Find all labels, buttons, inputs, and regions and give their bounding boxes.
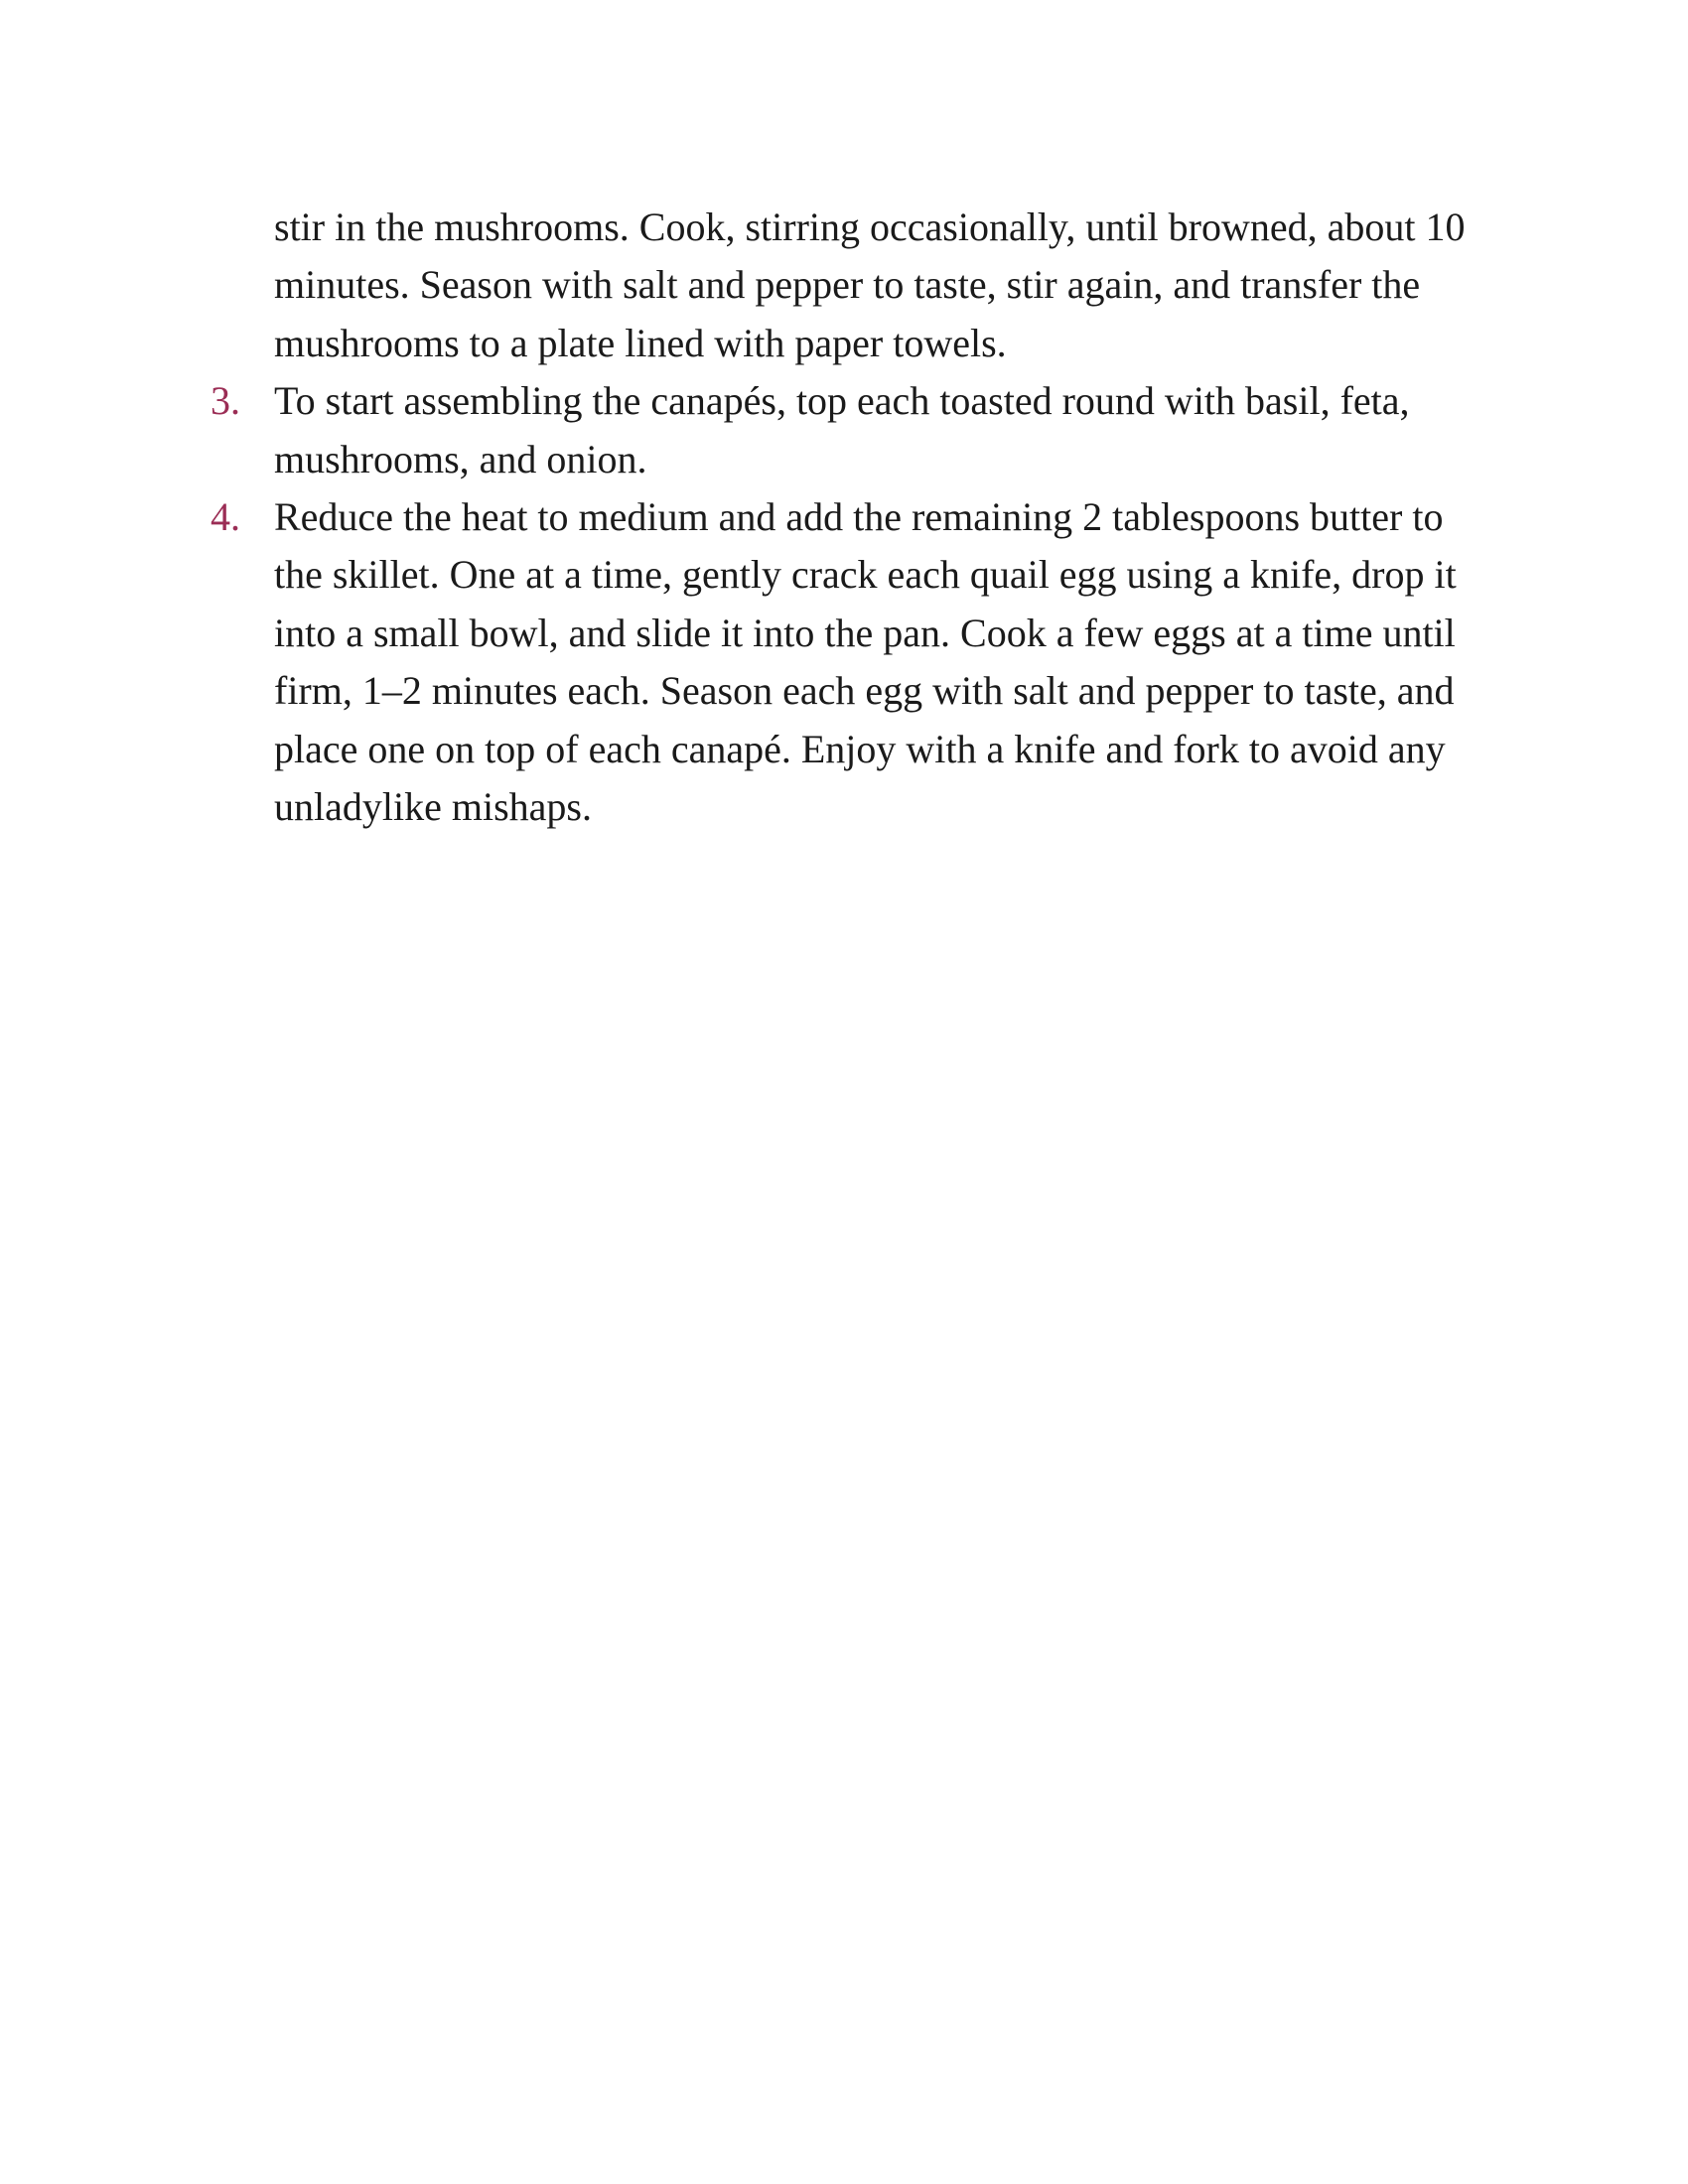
recipe-step-3 (211, 372, 1495, 488)
recipe-step-continued (274, 199, 1495, 372)
recipe-steps-list (211, 199, 1495, 836)
recipe-step-4 (211, 488, 1495, 836)
step-number: 3. (211, 378, 240, 424)
step-text: To start assembling the canapés, top each toasted round with basil, feta, mushrooms, and onion. (274, 378, 1410, 481)
step-number: 4. (211, 494, 240, 540)
step-text: stir in the mushrooms. Cook, stirring occasionally, until browned, about 10 minutes. Season with salt and pepper to taste, stir again, and transfer the mushrooms to a plate lined with paper towels. (274, 205, 1466, 365)
step-text: Reduce the heat to medium and add the remaining 2 tablespoons butter to the skillet. One at a time, gently crack each quail egg using a knife, drop it into a small bowl, and slide it into the pan. Cook a few eggs at a time until firm, 1–2 minutes each. Season each egg with salt and pepper to taste, and place one on top of each canapé. Enjoy with a knife and fork to avoid any unladylike mishaps. (274, 494, 1457, 830)
